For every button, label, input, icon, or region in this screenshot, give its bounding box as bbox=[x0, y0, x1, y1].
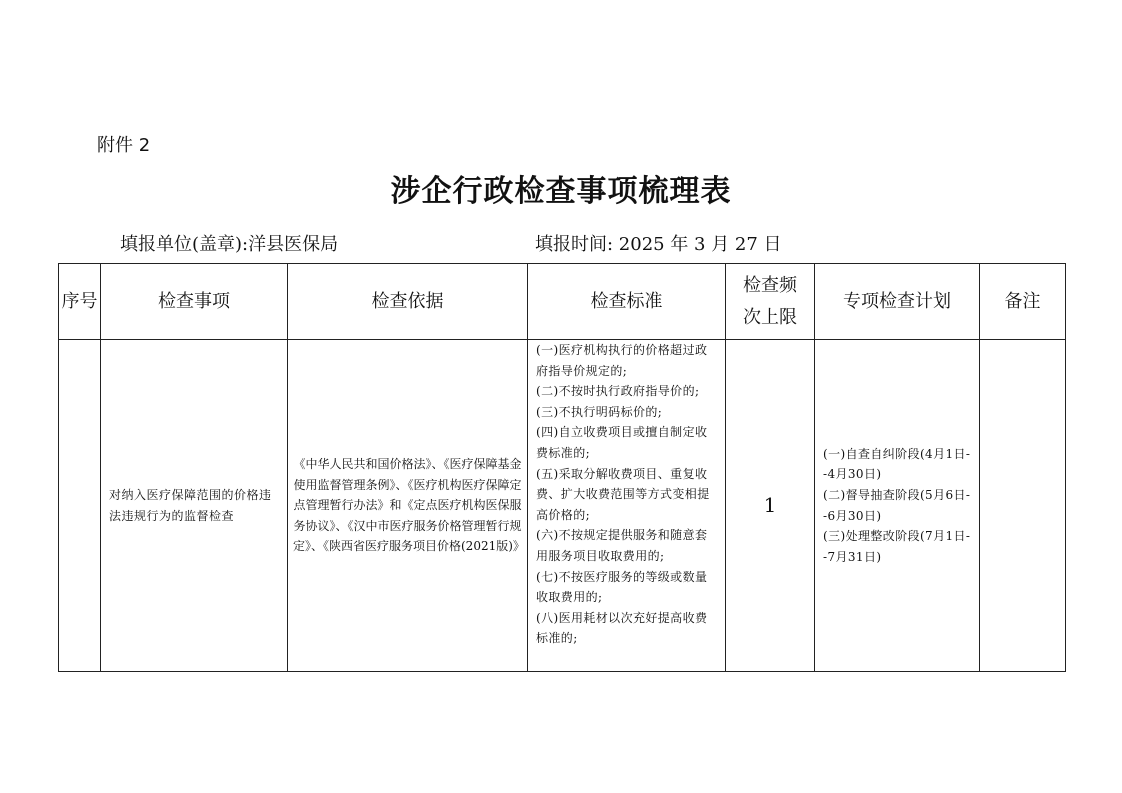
plan-item: (二)督导抽查阶段(5月6日--6月30日) bbox=[823, 487, 971, 523]
cell-frequency: 1 bbox=[726, 340, 815, 672]
standard-item: (八)医用耗材以次充好提高收费标准的; bbox=[536, 610, 708, 646]
standard-item: (七)不按医疗服务的等级或数量收取费用的; bbox=[536, 569, 708, 605]
header-remark: 备注 bbox=[980, 264, 1066, 340]
table-header-row bbox=[59, 264, 1066, 340]
table-row bbox=[59, 340, 1066, 672]
header-basis: 检查依据 bbox=[288, 264, 528, 340]
cell-seq bbox=[59, 340, 101, 672]
cell-remark bbox=[980, 340, 1066, 672]
plan-item: (三)处理整改阶段(7月1日--7月31日) bbox=[823, 529, 971, 564]
standard-item: (五)采取分解收费项目、重复收费、扩大收费范围等方式变相提高价格的; bbox=[536, 466, 710, 522]
standard-item: (六)不按规定提供服务和随意套用服务项目收取费用的; bbox=[536, 528, 708, 563]
inspection-table bbox=[58, 263, 1066, 672]
header-item: 检查事项 bbox=[101, 264, 288, 340]
cell-plan bbox=[815, 340, 980, 672]
filler-unit: 填报单位(盖章):洋县医保局 bbox=[120, 234, 339, 255]
header-seq: 序号 bbox=[59, 264, 101, 340]
header-frequency: 检查频次上限 bbox=[726, 264, 815, 340]
cell-item: 对纳入医疗保障范围的价格违法违规行为的监督检查 bbox=[101, 340, 288, 672]
standard-item: (三)不执行明码标价的; bbox=[536, 404, 663, 419]
standard-item: (一)医疗机构执行的价格超过政府指导价规定的; bbox=[536, 343, 708, 378]
cell-basis: 《中华人民共和国价格法》、《医疗保障基金使用监督管理条例》、《医疗机构医疗保障定点管理暂行办法》和《定点医疗机构医保服务协议》、《汉中市医疗服务价格管理暂行规定》、《陕西省医疗服务项目价格(2021版)》 bbox=[288, 340, 528, 672]
standard-item: (二)不按时执行政府指导价的; bbox=[536, 384, 700, 399]
cell-standard bbox=[528, 340, 726, 672]
attachment-label: 附件 2 bbox=[97, 135, 151, 156]
plan-item: (一)自查自纠阶段(4月1日--4月30日) bbox=[823, 446, 971, 482]
header-standard: 检查标准 bbox=[528, 264, 726, 340]
standard-item: (四)自立收费项目或擅自制定收费标准的; bbox=[536, 425, 708, 460]
filler-time: 填报时间: 2025 年 3 月 27 日 bbox=[535, 234, 782, 255]
document-title: 涉企行政检查事项梳理表 bbox=[390, 174, 732, 209]
header-plan: 专项检查计划 bbox=[815, 264, 980, 340]
